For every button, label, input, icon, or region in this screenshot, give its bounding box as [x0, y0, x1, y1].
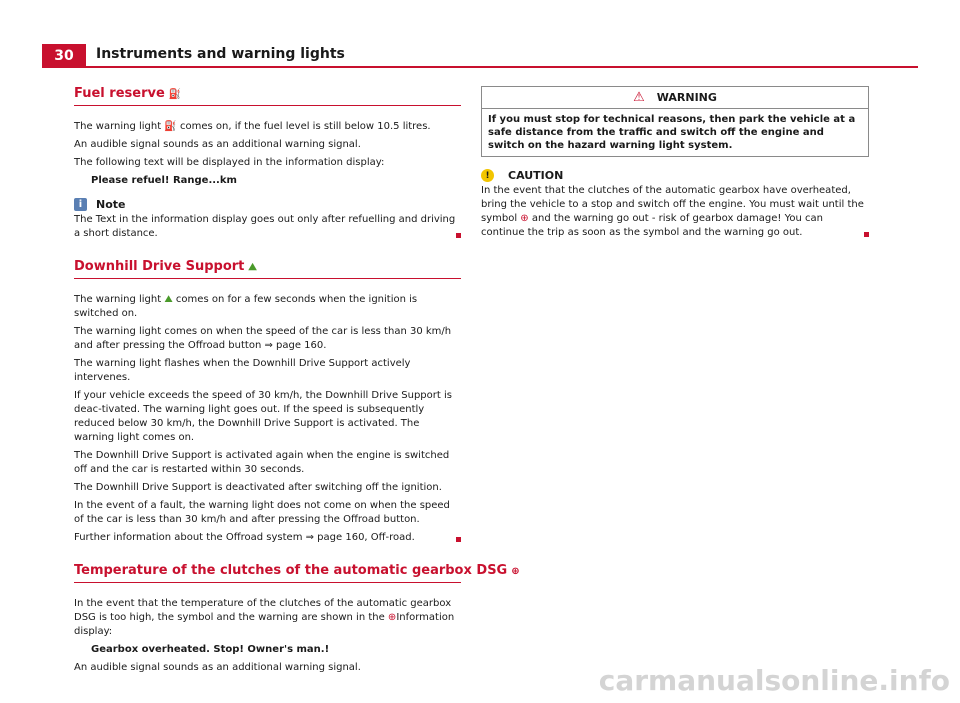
right-column	[481, 86, 869, 244]
warning-triangle-icon: ⚠	[633, 90, 645, 105]
downhill-paragraph-7: In the event of a fault, the warning light does not come on when the speed of the car is less than 30 km/h and after pressing the Offroad button.	[74, 500, 450, 525]
page-number: 30	[42, 44, 86, 68]
warning-text: If you must stop for technical reasons, then park the vehicle at a safe distance from the traffic and switch off the engine and switch on the hazard warning light system.	[488, 114, 856, 151]
caution-text: In the event that the clutches of the automatic gearbox have overheated, bring the vehicle to a stop and switch off the engine. You must wait until the symbol ⊕ and the warning go out - risk of gearbox damage! You can continue the trip as soon as the symbol and the warning go out.	[481, 184, 869, 240]
dsg-paragraph-2: An audible signal sounds as an additional warning signal.	[74, 662, 361, 673]
header-rule	[86, 66, 918, 68]
downhill-car-icon: ⛰	[248, 262, 257, 273]
watermark: carmanualsonline.info	[598, 664, 950, 697]
fuel-paragraph-2: An audible signal sounds as an additional warning signal.	[74, 139, 361, 150]
gearbox-temperature-icon: ⊕	[520, 213, 529, 224]
warning-heading: ⚠ WARNING	[482, 87, 868, 109]
dsg-display-text: Gearbox overheated. Stop! Owner's man.!	[91, 644, 330, 655]
warning-box	[481, 86, 869, 157]
info-icon: i	[74, 198, 87, 211]
downhill-paragraph-8: Further information about the Offroad system ⇒ page 160, Off-road.	[74, 531, 461, 545]
fuel-pump-icon: ⛽	[164, 121, 177, 132]
exclamation-circle-icon: !	[481, 169, 494, 182]
fuel-paragraph-1: The warning light ⛽ comes on, if the fuel level is still below 10.5 litres.	[74, 121, 431, 132]
downhill-paragraph-5: The Downhill Drive Support is activated again when the engine is switched off and the car is restarted within 30 seconds.	[74, 450, 450, 475]
dsg-paragraph-1: In the event that the temperature of the clutches of the automatic gearbox DSG is too high, the symbol and the warning are shown in the ⊕Information display:	[74, 598, 455, 637]
fuel-display-text: Please refuel! Range...km	[91, 175, 237, 186]
caution-heading: ! CAUTION	[481, 169, 869, 182]
gearbox-temperature-icon: ⊕	[511, 566, 520, 577]
section-end-mark	[456, 537, 461, 542]
downhill-car-icon: ⛰	[164, 294, 173, 305]
gearbox-temperature-icon: ⊕	[387, 612, 397, 623]
fuel-paragraph-3: The following text will be displayed in the information display:	[74, 157, 385, 168]
downhill-paragraph-3: The warning light flashes when the Downhill Drive Support actively intervenes.	[74, 358, 411, 383]
note-text: The Text in the information display goes out only after refuelling and driving a short distance.	[74, 213, 461, 241]
section-title-downhill-drive-support: Downhill Drive Support ⛰	[74, 259, 461, 279]
downhill-paragraph-4: If your vehicle exceeds the speed of 30 km/h, the Downhill Drive Support is deac-tivated. The warning light goes out. If the speed is subsequently reduced below 30 km/h, the Downhill Drive Support is activated. The warning light comes on.	[74, 390, 452, 443]
fuel-pump-icon: ⛽	[168, 89, 182, 100]
section-title-dsg-temperature: Temperature of the clutches of the automatic gearbox DSG ⊕	[74, 563, 461, 583]
note-heading: i Note	[74, 198, 461, 211]
downhill-paragraph-1: The warning light ⛰ comes on for a few seconds when the ignition is switched on.	[74, 294, 418, 319]
page-header-title: Instruments and warning lights	[96, 46, 345, 62]
section-end-mark	[456, 233, 461, 238]
left-column	[74, 86, 520, 679]
section-title-fuel-reserve: Fuel reserve ⛽	[74, 86, 461, 106]
section-end-mark	[864, 232, 869, 237]
downhill-paragraph-2: The warning light comes on when the speed of the car is less than 30 km/h and after pressing the Offroad button ⇒ page 160.	[74, 326, 452, 351]
downhill-paragraph-6: The Downhill Drive Support is deactivated after switching off the ignition.	[74, 482, 442, 493]
